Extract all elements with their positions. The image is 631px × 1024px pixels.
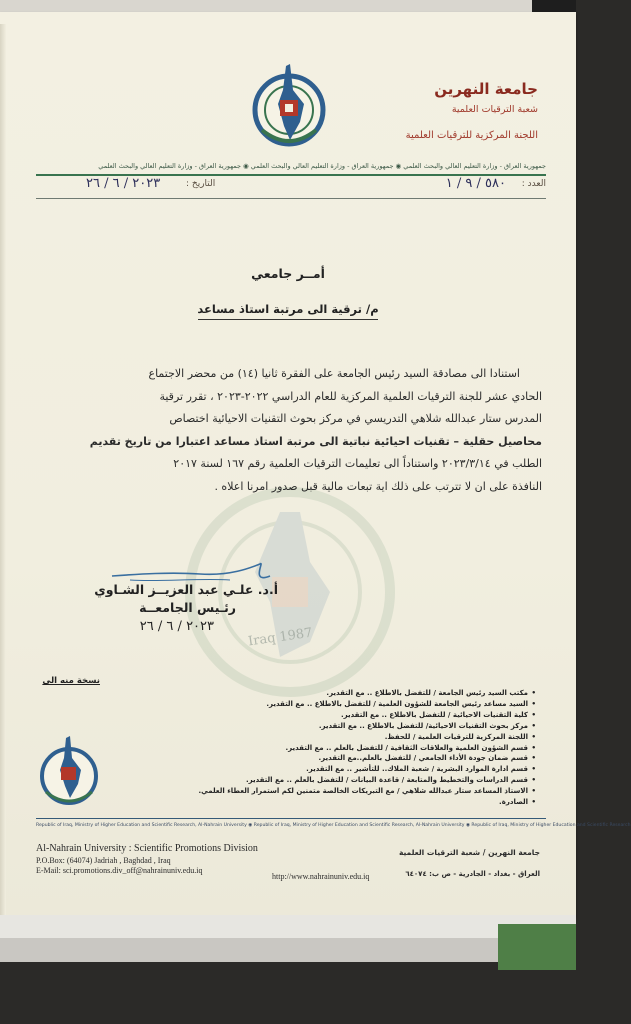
footer-po-box: P.O.Box: (64074) Jadriah , Baghdad , Iraq <box>36 856 171 865</box>
watermark-year: Iraq 1987 <box>247 625 314 650</box>
committee-name: اللجنة المركزية للترقيات العلمية <box>405 130 538 141</box>
order-subject: م/ ترقية الى مرتبة استاذ مساعد <box>197 302 379 316</box>
division-name: شعبة الترقيات العلمية <box>451 104 538 115</box>
footer-english-address <box>36 843 258 875</box>
body-line: استنادا الى مصادقة السيد رئيس الجامعة على الفقرة ثانيا (١٤) من محضر الاجتماع <box>148 367 520 380</box>
ref-number-label: العدد : <box>521 179 546 189</box>
list-item: • قسم الدراسات والتخطيط والمتابعة / قاعدة البيانات / للتفضل بالعلم .. مع التقدير. <box>206 775 536 786</box>
footer-website: http://www.nahrainuniv.edu.iq <box>272 872 370 881</box>
list-item: • الاستاذ المساعد ستار عبدالله شلاهي / مع التبريكات الخالصة متمنين لكم استمرار العطاء العلمي. <box>206 786 536 797</box>
signatory-name: أ.د. علـي عبد العزيــز الشـاوي <box>94 582 278 597</box>
footer-division-name: Al-Nahrain University : Scientific Promotions Division <box>36 843 258 854</box>
copies-list <box>198 688 536 808</box>
order-title: أمــر جامعي <box>251 266 325 281</box>
body-line: النافذة على ان لا تترتب على ذلك اية تبعات مالية قبل صدور امرنا اعلاه . <box>214 479 542 493</box>
order-body <box>32 363 542 498</box>
date-value: ٢٠٢٣ / ٦ / ٢٦ <box>86 176 161 191</box>
header-ministry-banner: جمهورية العراق - وزارة التعليم العالي والبحث العلمي ◉ جمهورية العراق - وزارة التعليم العالي والبحث العلمي ◉ جمهورية العراق - وزارة التعليم العالي والبحث العلمي <box>98 162 546 170</box>
page-edge-shadow <box>0 24 6 929</box>
footer-arabic-division: جامعة النهرين / شعبة الترقيات العلمية <box>398 848 540 857</box>
footer-email: E-Mail: sci.promotions.div_off@nahrainuniv.edu.iq <box>36 866 203 875</box>
body-line: محاصيل حقلية – تقنيات احيائية نباتية الى مرتبة استاذ مساعد اعتبارا من تاريخ تقديم <box>89 434 542 448</box>
list-item: • مكتب السيد رئيس الجامعة / للتفضل بالاطلاع .. مع التقدير. <box>206 688 536 699</box>
subject-underline <box>198 319 378 320</box>
underlying-paper-shadow <box>0 938 576 962</box>
list-item: • قسم ضمان جودة الأداء الجامعي / للتفضل بالعلم..مع التقدير. <box>206 753 536 764</box>
reference-row <box>36 178 546 196</box>
footer-divider <box>36 818 546 819</box>
list-item: • مركز بحوث التقنيات الاحيائية/ للتفضل بالاطلاع .. مع التقدير. <box>206 721 536 732</box>
signatory-role: رئـيس الجامعــة <box>139 600 236 615</box>
date-label: التاريخ : <box>186 179 216 189</box>
university-logo-small <box>38 734 100 810</box>
list-item: • الصادرة. <box>206 797 536 808</box>
list-item: • قسم الشؤون العلمية والعلاقات الثقافية / للتفضل بالعلم .. مع التقدير. <box>206 743 536 754</box>
body-line: الطلب في ٢٠٢٣/٣/١٤ واستناداً الى تعليمات الترقيات العلمية رقم ١٦٧ لسنة ٢٠١٧ <box>173 457 542 470</box>
green-object <box>498 924 576 970</box>
list-item: • كلية التقنيات الاحيائية / للتفضل بالاطلاع .. مع التقدير. <box>206 710 536 721</box>
copies-heading: نسخة منه الى <box>42 676 100 686</box>
reference-divider <box>36 198 546 199</box>
document-page <box>0 12 631 917</box>
body-line: الحادي عشر للجنة الترقيات العلمية المركزية للعام الدراسي ٢٠٢٢-٢٠٢٣ ، تقرر ترقية <box>159 389 542 403</box>
list-item: • السيد مساعد رئيس الجامعة للشؤون العلمية / للتفضل بالاطلاع .. مع التقدير. <box>206 699 536 710</box>
footer-arabic-address: العراق - بغداد - الجادرية - ص ب: ٦٤٠٧٤ <box>405 870 540 878</box>
list-item: • اللجنة المركزية للترقيات العلمية / للحفظ. <box>206 732 536 743</box>
university-name: جامعة النهرين <box>434 80 538 98</box>
list-item: • قسم ادارة الموارد البشرية / شعبة الملاك.. للتأشير .. مع التقدير. <box>206 764 536 775</box>
footer-ministry-banner: Republic of Iraq, Ministry of Higher Education and Scientific Research, Al-Nahrain University ◉ Republic of Iraq, Ministry of Higher Education and Scientific Research, Al-Nahrain University ◉ Republic of Iraq, Ministry of Higher Education and Scientific Research <box>36 823 631 828</box>
university-logo <box>250 60 328 152</box>
signature-date: ٢٠٢٣ / ٦ / ٢٦ <box>139 619 214 634</box>
body-line: المدرس ستار عبدالله شلاهي التدريسي في مركز بحوث التقنيات الاحيائية اختصاص <box>169 412 542 425</box>
ref-number-value: ٥٨٠ / ٩ / ١ <box>445 176 506 191</box>
